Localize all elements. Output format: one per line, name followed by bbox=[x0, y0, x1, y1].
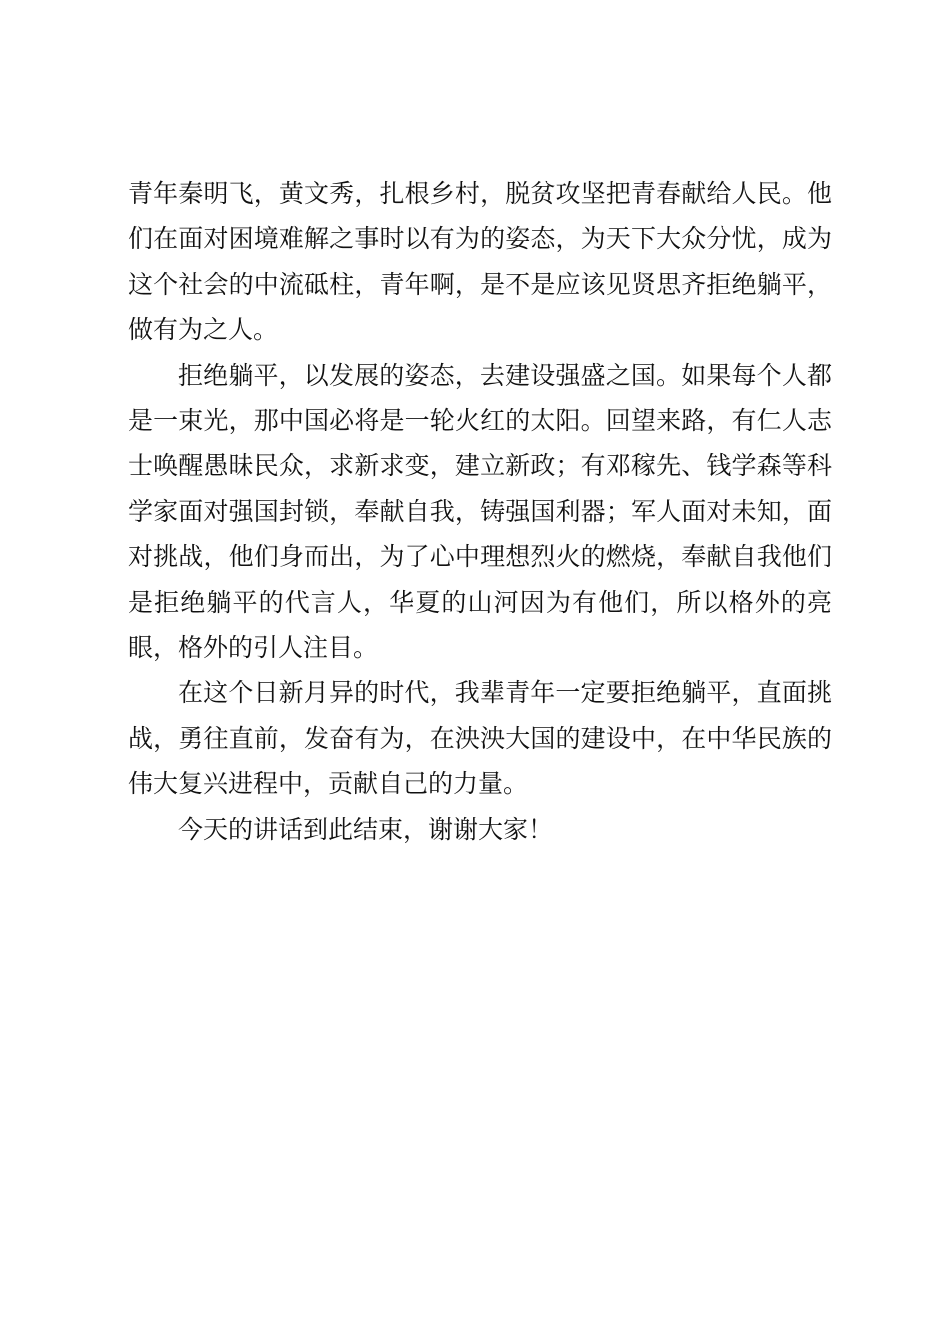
paragraph-1: 青年秦明飞，黄文秀，扎根乡村，脱贫攻坚把青春献给人民。他们在面对困境难解之事时以有为的姿态，为天下大众分忧，成为这个社会的中流砥柱，青年啊，是不是应该见贤思齐拒绝躺平，做有为之人。 bbox=[128, 179, 832, 345]
paragraph-2: 拒绝躺平，以发展的姿态，去建设强盛之国。如果每个人都是一束光，那中国必将是一轮火红的太阳。回望来路，有仁人志士唤醒愚昧民众，求新求变，建立新政；有邓稼先、钱学森等科学家面对强国封锁，奉献自我，铸强国利器；军人面对未知，面对挑战，他们身而出，为了心中理想烈火的燃烧，奉献自我他们是拒绝躺平的代言人，华夏的山河因为有他们，所以格外的亮眼，格外的引人注目。 bbox=[128, 360, 832, 663]
document-body bbox=[128, 171, 832, 852]
paragraph-3: 在这个日新月异的时代，我辈青年一定要拒绝躺平，直面挑战，勇往直前，发奋有为，在泱泱大国的建设中，在中华民族的伟大复兴进程中，贡献自己的力量。 bbox=[128, 678, 832, 799]
paragraph-4: 今天的讲话到此结束，谢谢大家！ bbox=[178, 814, 554, 844]
